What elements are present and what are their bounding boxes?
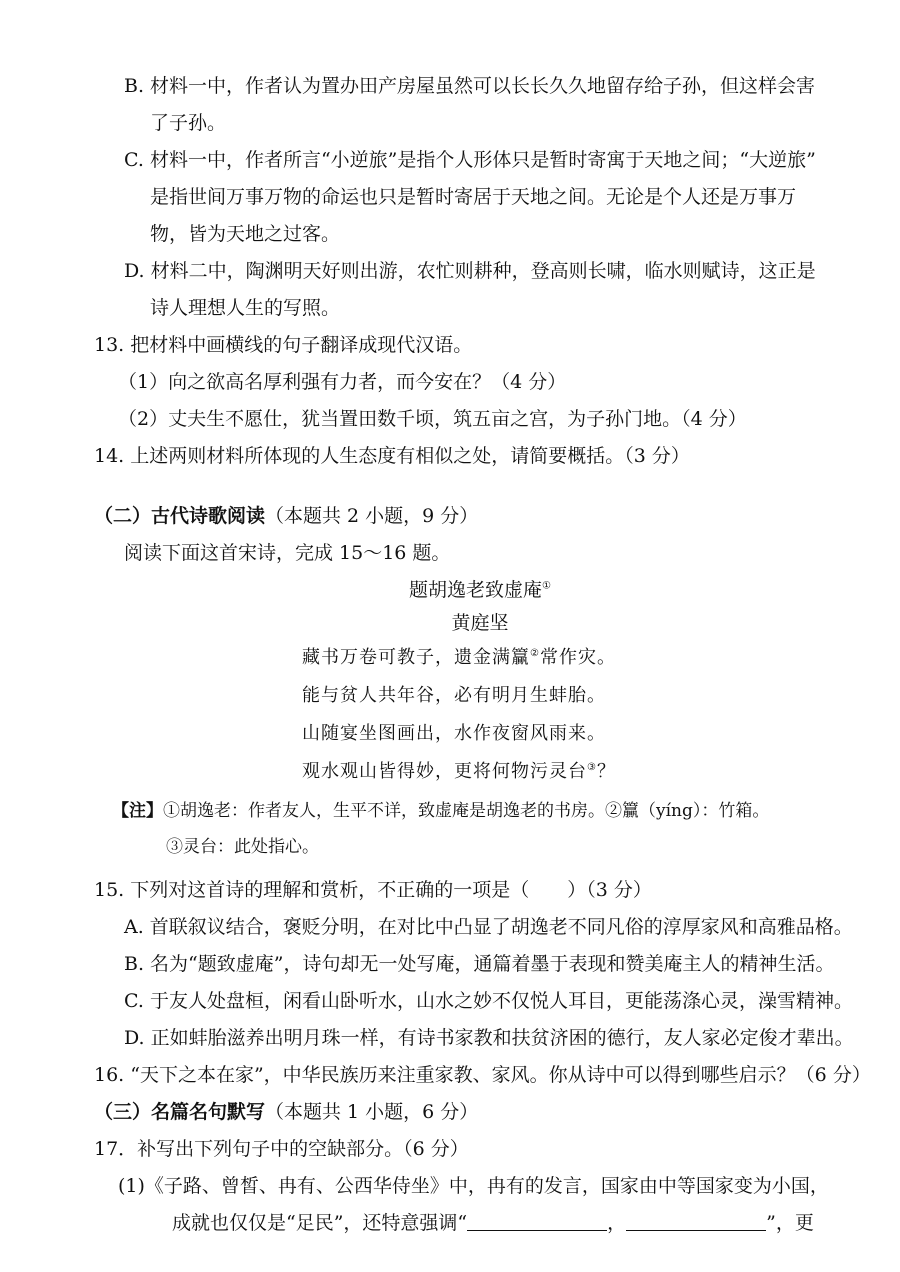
poem-line-1-footnote-mark: ② <box>530 648 540 659</box>
poem-line-1-a: 藏书万卷可教子，遗金满籯 <box>302 647 530 668</box>
poem-notes-line1 <box>112 797 769 825</box>
q14-stem: 14. 上述两则材料所体现的人生态度有相似之处，请简要概括。（3 分） <box>94 445 690 467</box>
notes-label: 【注】 <box>112 801 163 821</box>
section2-intro: 阅读下面这首宋诗，完成 15～16 题。 <box>124 542 451 564</box>
q15-option-d: D. 正如蚌胎滋养出明月珠一样，有诗书家教和扶贫济困的德行，友人家必定俊才辈出。 <box>124 1027 854 1049</box>
poem-line-3: 山随宴坐图画出，水作夜窗风雨来。 <box>302 723 606 744</box>
q13-sub2: （2）丈夫生不愿仕，犹当置田数千顷，筑五亩之宫，为子孙门地。（4 分） <box>118 408 747 430</box>
section2-heading <box>94 502 478 530</box>
poem-line-1 <box>302 644 616 672</box>
poem-line-4 <box>302 758 616 786</box>
q17-sub1-text-a: 成就也仅仅是“足民”，还特意强调“ <box>172 1212 468 1234</box>
q17-sub1-line1: (1)《子路、曾皙、冉有、公西华侍坐》中，冉有的发言，国家由中等国家变为小国， <box>118 1175 829 1197</box>
q13-stem: 13. 把材料中画横线的句子翻译成现代汉语。 <box>94 334 473 356</box>
q17-sub1-line2 <box>172 1209 814 1237</box>
q17-sub1-text-b: ”，更 <box>766 1212 814 1234</box>
q16-stem: 16. “天下之本在家”，中华民族历来注重家教、家风。你从诗中可以得到哪些启示？（6 分） <box>94 1064 871 1086</box>
q12-option-c-line2: 是指世间万事万物的命运也只是暂时寄居于天地之间。无论是个人还是万事万 <box>150 186 797 208</box>
poem-line-4-a: 观水观山皆得妙，更将何物污灵台 <box>302 761 587 782</box>
poem-author: 黄庭坚 <box>451 612 509 634</box>
answer-blank-2[interactable] <box>626 1212 766 1231</box>
poem-title <box>0 576 900 604</box>
q12-option-c-line1: C. 材料一中，作者所言“小逆旅”是指个人形体只是暂时寄寓于天地之间；“大逆旅” <box>124 149 816 171</box>
q15-option-a: A. 首联叙议结合，褒贬分明，在对比中凸显了胡逸老不同凡俗的淳厚家风和高雅品格。 <box>124 916 853 938</box>
poem-line-2: 能与贫人共年谷，必有明月生蚌胎。 <box>302 685 606 706</box>
answer-blank-1[interactable] <box>467 1212 607 1231</box>
section3-title: （三）名篇名句默写 <box>94 1101 266 1123</box>
poem-line-4-b: ？ <box>596 761 616 782</box>
section3-heading <box>94 1098 478 1126</box>
q12-option-b-line1: B. 材料一中，作者认为置办田产房屋虽然可以长长久久地留存给子孙，但这样会害 <box>124 75 816 97</box>
q15-stem: 15. 下列对这首诗的理解和赏析，不正确的一项是（ ）（3 分） <box>94 879 652 901</box>
section2-note: （本题共 2 小题，9 分） <box>265 505 479 527</box>
section3-note: （本题共 1 小题，6 分） <box>265 1101 479 1123</box>
q12-option-b-line2: 了子孙。 <box>150 112 227 134</box>
q15-option-b: B. 名为“题致虚庵”，诗句却无一处写庵，通篇着墨于表现和赞美庵主人的精神生活。 <box>124 953 835 975</box>
poem-line-1-b: 常作灾。 <box>539 647 616 668</box>
q15-option-c: C. 于友人处盘桓，闲看山卧听水，山水之妙不仅悦人耳目，更能荡涤心灵，澡雪精神。 <box>124 990 853 1012</box>
q12-option-c-line3: 物，皆为天地之过客。 <box>150 223 341 245</box>
q17-sub1-separator: ， <box>607 1212 627 1234</box>
poem-title-text: 题胡逸老致虚庵 <box>409 579 543 601</box>
notes-text-1: ①胡逸老：作者友人，生平不详，致虚庵是胡逸老的书房。②籯（yíng）：竹箱。 <box>163 801 770 821</box>
poem-notes-line2: ③灵台：此处指心。 <box>166 837 319 857</box>
q13-sub1: （1）向之欲高名厚利强有力者，而今安在？（4 分） <box>118 371 567 393</box>
section2-title: （二）古代诗歌阅读 <box>94 505 266 527</box>
poem-title-footnote-mark: ① <box>542 580 551 592</box>
q12-option-d-line2: 诗人理想人生的写照。 <box>150 297 341 319</box>
q17-stem: 17．补写出下列句子中的空缺部分。（6 分） <box>94 1138 469 1160</box>
poem-line-4-footnote-mark: ③ <box>587 762 597 773</box>
q12-option-d-line1: D. 材料二中，陶渊明天好则出游，农忙则耕种，登高则长啸，临水则赋诗，这正是 <box>124 260 816 282</box>
